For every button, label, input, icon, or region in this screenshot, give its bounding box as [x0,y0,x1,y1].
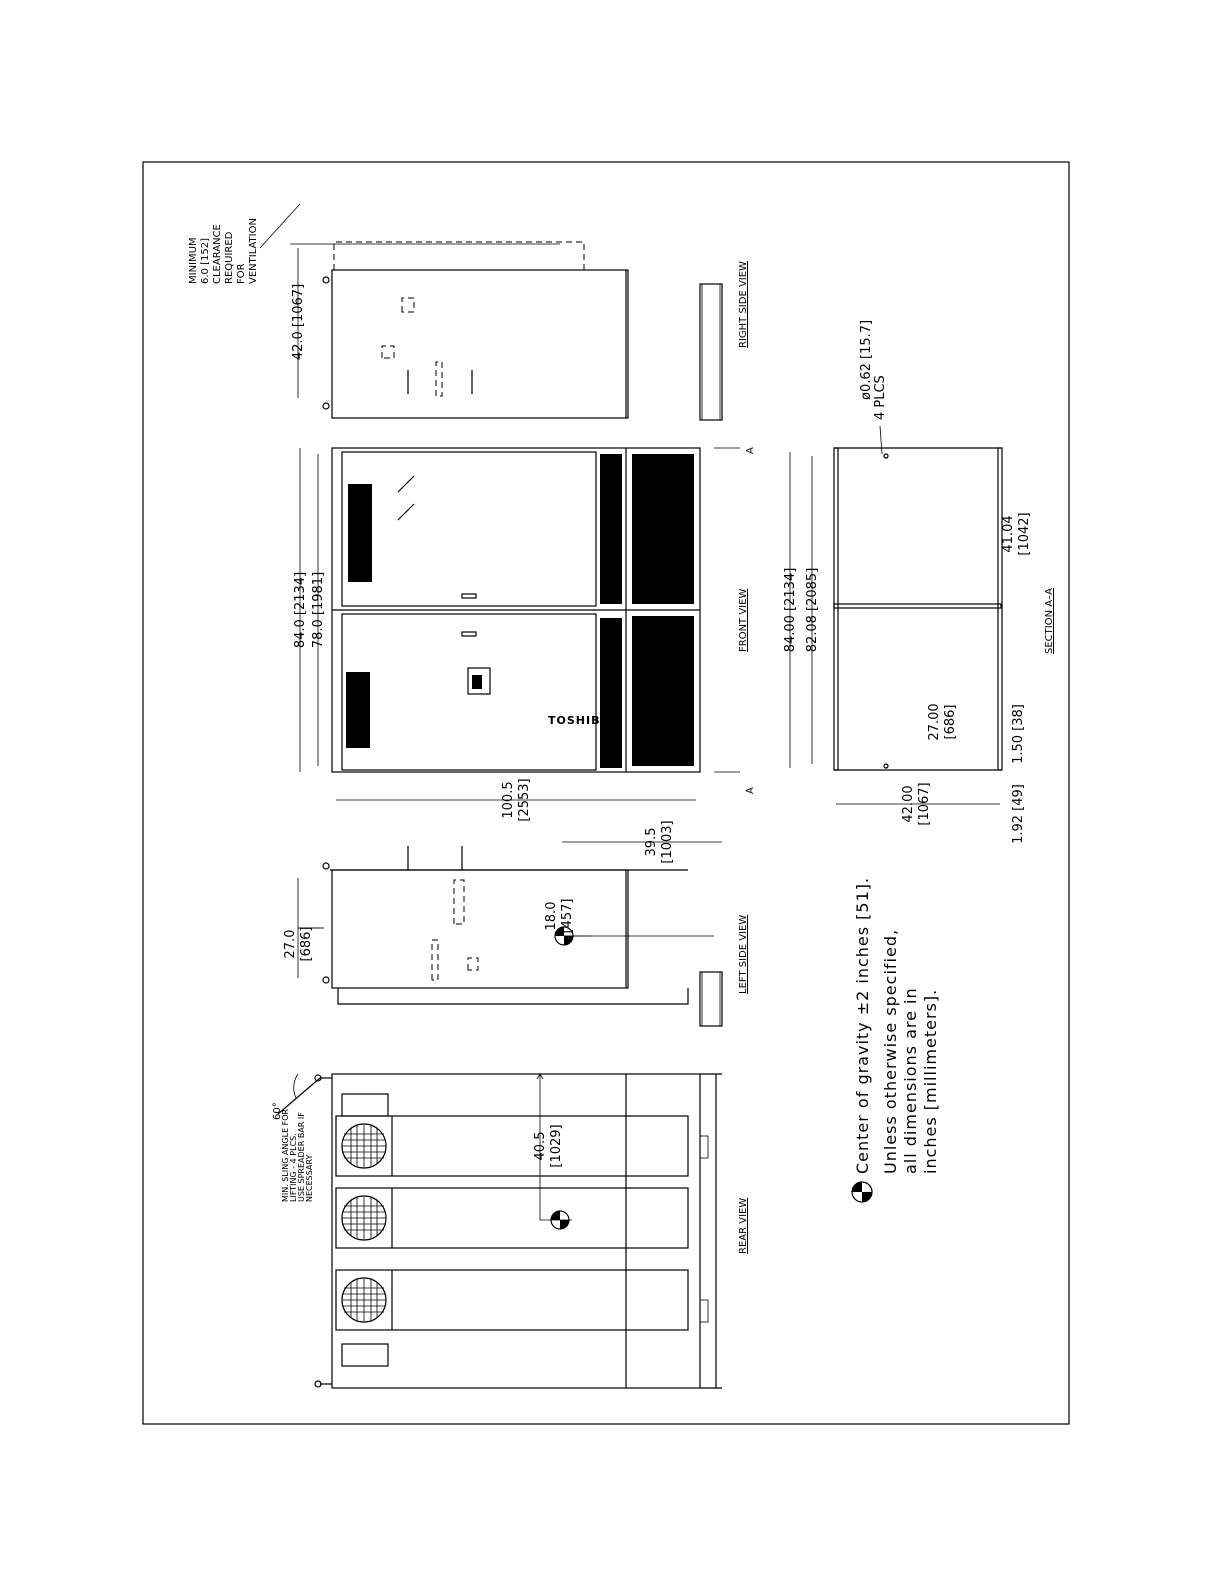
left-side-view [283,820,749,1026]
front-width-dim: 100.5 [501,781,516,819]
section-a-a [783,320,1055,844]
svg-text:CLEARANCE: CLEARANCE [212,224,223,284]
svg-text:6.0 [152]: 6.0 [152] [200,238,211,284]
sling-note-line-2: LIFTING - 4 PLCS. [289,1133,298,1202]
section-marker-a1: A [745,787,756,794]
section-inner-height-dim: 82.08 [2085] [805,567,820,653]
vent-grille-left [346,672,370,748]
section-hole-span-mm: [686] [943,704,958,740]
general-notes [852,877,940,1202]
section-depth-dim: 42.00 [901,785,916,823]
svg-text:FOR: FOR [236,263,247,284]
sling-angle: 60° [272,1102,283,1120]
rear-module-2 [336,1188,688,1248]
svg-text:MINIMUM: MINIMUM [188,237,199,284]
hole-diameter-dim: ø0.62 [15.7] [859,319,874,400]
left-cg-offset-mm: [457] [560,898,575,934]
front-width-mm: [2553] [517,778,532,822]
cg-tolerance-note: Center of gravity ±2 inches [51]. [853,876,872,1174]
front-view-label: FRONT VIEW [738,588,749,652]
section-offset-dim: 1.50 [38] [1011,704,1026,764]
clearance-note [188,218,259,284]
section-height-dim: 84.00 [2134] [783,567,798,653]
rear-cg-height-dim: 40.5 [533,1131,548,1161]
cabinet-door-right [342,452,596,606]
vent-grille-right [348,484,372,582]
front-height-dim: 84.0 [2134] [293,571,308,649]
right-depth-dim: 42.0 [1067] [291,283,306,361]
section-depth-mm: [1067] [917,782,932,826]
sling-note-line-1: MIN. SLING ANGLE FOR [281,1108,290,1202]
rear-view [272,1074,749,1388]
rear-module-3 [336,1116,688,1176]
sling-note-line-3: USE SPREADER BAR IF [297,1112,306,1202]
section-view-label: SECTION A–A [1044,588,1055,654]
left-depth-dim: 27.0 [283,929,298,959]
front-inner-height-dim: 78.0 [1981] [311,571,326,649]
right-side-view [188,204,749,420]
left-cg-width-dim: 39.5 [644,827,659,857]
rear-view-label: REAR VIEW [738,1197,749,1254]
cabinet-door-left [342,614,596,770]
svg-text:VENTILATION: VENTILATION [248,218,259,284]
units-note-line-3: inches [millimeters]. [921,988,940,1174]
section-hole-span-dim: 27.00 [927,703,942,741]
left-side-view-label: LEFT SIDE VIEW [738,914,749,994]
left-cg-offset-dim: 18.0 [544,901,559,931]
right-side-view-label: RIGHT SIDE VIEW [738,261,749,348]
left-cg-width-mm: [1003] [660,820,675,864]
section-spacing-dim: 41.04 [1001,515,1016,553]
sling-note-line-4: NECESSARY [305,1154,314,1202]
section-edge-dim: 1.92 [49] [1011,784,1026,844]
svg-text:REQUIRED: REQUIRED [224,231,235,284]
brand-logo-text: TOSHIBA [548,714,610,727]
units-note-line-2: all dimensions are in [901,987,920,1174]
section-marker-a2: A [745,447,756,454]
front-view [293,447,756,822]
rear-cg-height-mm: [1029] [549,1124,564,1168]
hole-qty: 4 PLCS [873,375,888,420]
left-depth-mm: [686] [299,926,314,962]
units-note-line-1: Unless otherwise specified, [881,928,900,1174]
section-spacing-mm: [1042] [1017,512,1032,556]
rear-module-1 [336,1270,688,1330]
